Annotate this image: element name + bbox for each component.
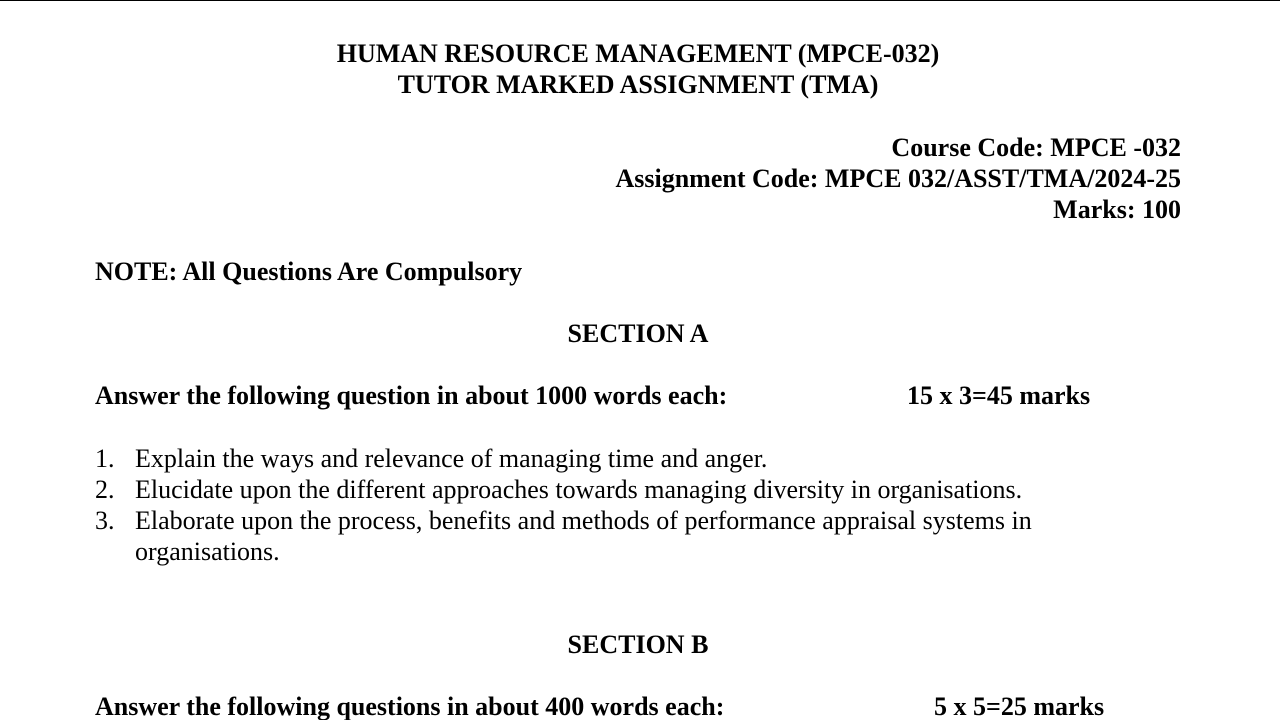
total-marks: Marks: 100 (1053, 195, 1181, 224)
section-a-question-list (95, 443, 1095, 567)
section-b-heading: SECTION B (567, 630, 709, 659)
compulsory-note: NOTE: All Questions Are Compulsory (95, 257, 523, 286)
section-b-instruction: Answer the following questions in about 400 words each: (95, 692, 725, 720)
question-number: 1. (95, 444, 115, 473)
question-item (95, 505, 1095, 567)
title-line-course: HUMAN RESOURCE MANAGEMENT (MPCE-032) (336, 39, 940, 68)
question-number: 3. (95, 506, 115, 535)
document-title (0, 38, 1276, 100)
question-text: Explain the ways and relevance of managing time and anger. (135, 444, 768, 473)
section-a-instruction: Answer the following question in about 1000 words each: (95, 381, 728, 410)
section-b-marks: 5 x 5=25 marks (934, 692, 1105, 720)
question-number: 2. (95, 475, 115, 504)
question-item (95, 443, 1095, 474)
assignment-meta (615, 132, 1181, 225)
section-a-heading: SECTION A (567, 319, 709, 348)
section-a-marks: 15 x 3=45 marks (907, 381, 1091, 410)
assignment-code: Assignment Code: MPCE 032/ASST/TMA/2024-25 (615, 164, 1181, 193)
question-item (95, 474, 1095, 505)
question-text: Elaborate upon the process, benefits and methods of performance appraisal systems in organisations. (135, 506, 1032, 566)
question-text: Elucidate upon the different approaches towards managing diversity in organisations. (135, 475, 1023, 504)
title-line-assignment-type: TUTOR MARKED ASSIGNMENT (TMA) (397, 70, 879, 99)
course-code: Course Code: MPCE -032 (891, 133, 1181, 162)
